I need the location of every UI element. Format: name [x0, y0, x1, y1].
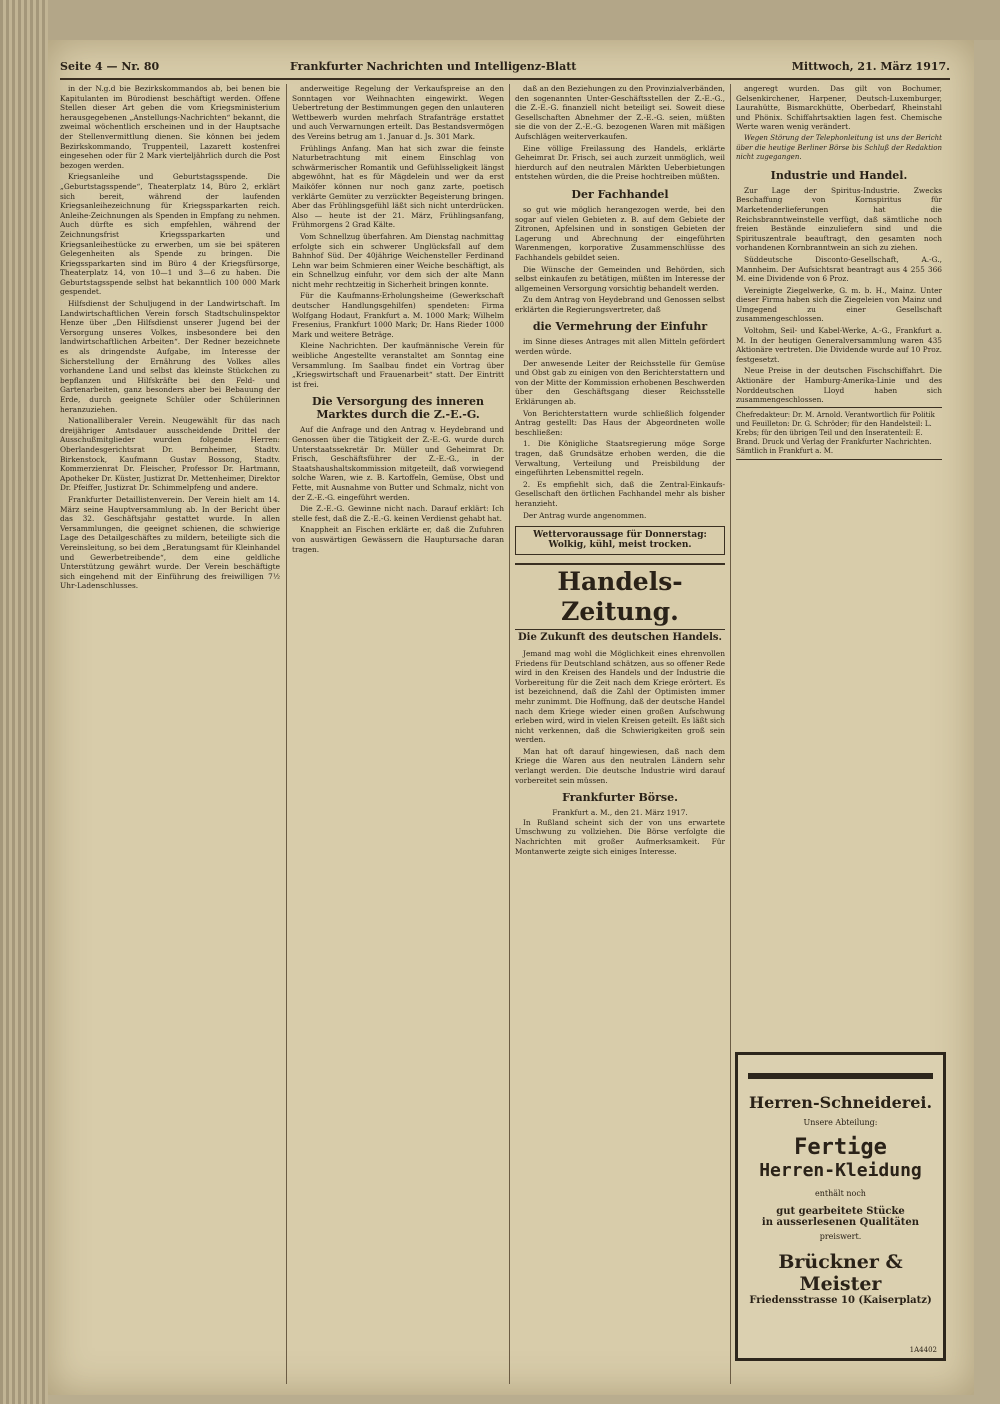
article-paragraph: so gut wie möglich herangezogen werde, bei den sogar auf vielen Gebieten z. B. auf dem Gebiete der Zitronen, Apfelsinen und in sonstigen Gebieten der Lagerung und Abrechnung der eingeführten Warenmengen, korporative Zusammenschlüsse des Fachhandels gebildet seien. [515, 204, 725, 262]
article-paragraph: Süddeutsche Disconto-Gesellschaft, A.-G., Mannheim. Der Aufsichtsrat beantragt aus 4 255 366 M. eine Dividende von 6 Proz. [736, 254, 942, 284]
column-rule [509, 84, 510, 1384]
column-rule [730, 84, 731, 1384]
article-paragraph: Knappheit an Fischen erklärte er, daß die Zufuhren von auswärtigen Gewässern die Hauptursache daran tragen. [292, 525, 504, 554]
article-paragraph: Für die Kaufmanns-Erholungsheime (Gewerkschaft deutscher Handlungsgehilfen) spendeten: Firma Wolfgang Hodaut, Frankfurt a. M. 1000 Mark; Wilhelm Fresenius, Frankfurt 1000 Mark; Dr. Hans Rieder 1000 Mark und weitere Beträge. [292, 291, 504, 339]
ad-address: Friedensstrasse 10 (Kaiserplatz) [749, 1295, 932, 1306]
article-paragraph: Frühlings Anfang. Man hat sich zwar die feinste Naturbetrachtung mit einem Einschlag von schwärmerischer Romantik und Gefühlsseligkeit längst abgewöhnt, hat es für Mägdelein und wer da erst Maiköfer können nur noch ganz zarte, poetisch verklärte Gemüter zu verzückter Begeisterung bringen. Aber das Frühlingsgefühl läßt sich nicht unterdrücken. Also — heute ist der 21. März, Frühlingsanfang, Frühmorgens 2 Grad Kälte. [292, 143, 504, 230]
article-paragraph: 2. Es empfiehlt sich, daß die Zentral-Einkaufs-Gesellschaft den örtlichen Fachhandel mehr als bisher heranzieht. [515, 479, 725, 508]
article-heading: Die Versorgung des inneren Marktes durch die Z.-E.-G. [311, 395, 485, 422]
editorial-note: Wegen Störung der Telephonleitung ist uns der Bericht über die heutige Berliner Börse bis Schluß der Redaktion nicht zugegangen. [736, 133, 942, 162]
advertisement-brueckner-meister [735, 1052, 946, 1361]
article-paragraph: Der anwesende Leiter der Reichsstelle für Gemüse und Obst gab zu einigen von den Berichterstattern und von der Mitte der Kommission erhobenen Beschwerden über den Geschäftsgang dieser Reichsstelle Erklärungen ab. [515, 358, 725, 407]
article-paragraph: Kleine Nachrichten. Der kaufmännische Verein für weibliche Angestellte veranstaltet am Sonntag eine Versammlung. Im Saalbau findet ein Vortrag über „Kriegswirtschaft und Frauenarbeit“ statt. Der Eintritt ist frei. [292, 341, 504, 389]
column-4 [736, 84, 942, 1044]
ad-line: gut gearbeitete Stücke [776, 1206, 905, 1217]
header-date: Mittwoch, 21. März 1917. [791, 60, 950, 73]
page-top-margin [0, 0, 1000, 40]
article-paragraph: Zur Lage der Spiritus-Industrie. Zwecks Beschaffung von Kornspiritus für Marketenderlieferungen hat die Reichsbranntweinstelle verfügt, daß sämtliche noch freien Bestände einzuliefern sind und die Spirituszentrale beauftragt, den gesamten noch vorhandenen Kornbranntwein an sich zu ziehen. [736, 185, 942, 253]
article-paragraph: Die Z.-E.-G. Gewinne nicht nach. Darauf erklärt: Ich stelle fest, daß die Z.-E.-G. keinen Verdienst gehabt hat. [292, 504, 504, 523]
weather-title: Wettervoraussage für Donnerstag: [533, 530, 707, 541]
article-paragraph: Auf die Anfrage und den Antrag v. Heydebrand und Genossen über die Tätigkeit der Z.-E.-G. wurde durch Unterstaatssekretär Dr. Müller und Geheimrat Dr. Frisch, Geschäftsführer der Z.-E.-G., in der Staatshaushaltskommission mitgeteilt, daß vorwiegend solche Waren, wie z. B. Kartoffeln, Gemüse, Obst und Fette, mit Ausnahme von Butter und Schmalz, nicht von der Z.-E.-G. eingeführt werden. [292, 425, 504, 502]
ad-decorative-border [748, 1061, 933, 1079]
article-paragraph: Kriegsanleihe und Geburtstagsspende. Die „Geburtstagsspende“, Theaterplatz 14, Büro 2, erklärt sich bereit, während der laufenden Kriegsanleihezeichnung für Kriegssparkarten reich. Anleihe-Zeichnungen als Spenden in Empfang zu nehmen. Auch dürfte es sich empfehlen, während der Zeichnungsfrist Kriegssparkarten und Kriegsanleihestücke zu erwerben, um sie bei späteren Gelegenheiten als Spende zu bringen. Die Kriegssparkarten sind im Büro 4 der Kriegsfürsorge, Theaterplatz 14, von 10—1 und 3—6 zu haben. Die Geburtstagsspende selbst hat bekanntlich 100 000 Mark gespendet. [60, 172, 280, 297]
column-1 [60, 84, 280, 1374]
ad-line: Fertige [794, 1135, 887, 1160]
handels-zeitung-subtitle: Die Zukunft des deutschen Handels. [517, 632, 723, 644]
article-paragraph: anderweitige Regelung der Verkaufspreise an den Sonntagen vor Weihnachten eingewirkt. Wegen Uebertretung der Bestimmungen gegen den unlauteren Wettbewerb wurden mehrfach Strafanträge erstattet und auch Verwarnungen erteilt. Das Bestandsvermögen des Vereins betrug am 1. Januar d. Js. 301 Mark. [292, 84, 504, 141]
article-paragraph: Nationalliberaler Verein. Neugewählt für das nach dreijähriger Amtsdauer ausscheidende Drittel der Ausschußmitglieder wurden folgende Herren: Oberlandesgerichtsrat Dr. Bernheimer, Stadtv. Birkenstock, Kaufmann Gustav Bossong, Stadtv. Kommerzienrat Dr. Fleischer, Professor Dr. Hartmann, Apotheker Dr. Küster, Justizrat Dr. Mettenheimer, Direktor Dr. Pfeiffer, Justizrat Dr. Schimmelpfeng und andere. [60, 416, 280, 493]
article-paragraph: Die Wünsche der Gemeinden und Behörden, sich selbst einkaufen zu betätigen, müßten im Interesse der allgemeinen Versorgung vorsichtig behandelt werden. [515, 264, 725, 293]
article-paragraph: Man hat oft darauf hingewiesen, daß nach dem Kriege die Waren aus den neutralen Ländern sehr verlangt werden. Die deutsche Industrie wird darauf vorbereitet sein müssen. [515, 746, 725, 785]
weather-text: Wolkig, kühl, meist trocken. [548, 539, 692, 550]
page-header [60, 58, 950, 80]
ad-line: Herren-Schneiderei. [748, 1093, 933, 1112]
column-3 [515, 84, 725, 1374]
ad-line: in ausserlesenen Qualitäten [761, 1217, 920, 1228]
header-masthead: Frankfurter Nachrichten und Intelligenz-Blatt [290, 60, 577, 73]
section-heading: die Vermehrung der Einfuhr [532, 320, 708, 334]
article-paragraph: Der Antrag wurde angenommen. [523, 510, 647, 520]
book-spine-edge [0, 0, 48, 1404]
article-paragraph: Vereinigte Ziegelwerke, G. m. b. H., Mainz. Unter dieser Firma haben sich die Ziegeleien von Mainz und Umgegend zu einer Gesellschaft zusammengeschlossen. [736, 285, 942, 324]
article-paragraph: daß an den Beziehungen zu den Provinzialverbänden, den sogenannten Unter-Geschäftsstellen der Z.-E.-G., die Z.-E.-G. finanziell nicht beteiligt sei. Soweit diese Gesellschaften Abnehmer der Z.-E.-G. seien, müßten sie die von der Z.-E.-G. bezogenen Waren mit mäßigen Aufschlägen weiterverkaufen. [515, 84, 725, 141]
article-paragraph: im Sinne dieses Antrages mit allen Mitteln gefördert werden würde. [515, 337, 725, 357]
article-paragraph: Eine völlige Freilassung des Handels, erklärte Geheimrat Dr. Frisch, sei auch zurzeit unmöglich, weil hierdurch auf den neutralen Märkten Ueberbietungen entstehen würden, die die Preise hochtreiben müßten. [515, 143, 725, 182]
boerse-heading: Frankfurter Börse. [562, 791, 678, 805]
handels-zeitung-title: Handels-Zeitung. [515, 563, 725, 630]
ad-code: 1A4402 [909, 1346, 937, 1354]
article-paragraph: Jemand mag wohl die Möglichkeit eines ehrenvollen Friedens für Deutschland schätzen, aus so offener Rede wird in den Kreisen des Handels und der Industrie die Vorbereitung für die Zeit nach dem Kriege erörtert. Es ist bezeichnend, daß die Zahl der Optimisten immer mehr zunimmt. Die Hoffnung, daß der deutsche Handel nach dem Kriege wieder einen großen Aufschwung erleben wird, wird in vielen Kreisen geteilt. Es läßt sich nicht verkennen, daß die Schwierigkeiten groß sein werden. [515, 648, 725, 745]
ad-line: preiswert. [819, 1232, 862, 1241]
article-paragraph: in der N.g.d bie Bezirkskommandos ab, bei benen bie Kapitulanten im Bürodienst beschäftigt werden. Offene Stellen dieser Art geben die vom Kriegsministerium herausgegebenen „Anstellungs-Nachrichten“ bekannt, die zweimal wöchentlich erscheinen und in der Hauptsache der Stellenvermittlung dienen. Sie können bei jedem Bezirkskommando, Truppenteil, Lazarett kostenfrei eingesehen oder für 2 Mark vierteljährlich durch die Post bezogen werden. [60, 84, 280, 170]
section-heading: Der Fachhandel [571, 187, 669, 201]
ad-line: Unsere Abteilung: [803, 1118, 878, 1127]
article-paragraph: Hilfsdienst der Schuljugend in der Landwirtschaft. Im Landwirtschaftlichen Verein forsch Stadtschulinspektor Henze über „Den Hilfsdienst unserer Jugend bei der Versorgung unseres Volkes, insbesondere bei den landwirtschaftlichen Arbeiten“. Der Redner bezeichnete es als dringendste Aufgabe, im Interesse der Sicherstellung der Ernährung des Volkes alles vorhandene Land und selbst das kleinste Stückchen zu bepflanzen und Hilfskräfte bei den Feld- und Gartenarbeiten, ganz besonders aber bei Bebauung der Erde, durch geeignete Schüler oder Schülerinnen heranzuziehen. [60, 299, 280, 414]
ad-line: enthält noch [815, 1189, 866, 1198]
ad-line: Herren-Kleidung [759, 1160, 922, 1181]
ad-company-name: Brückner & Meister [778, 1251, 903, 1295]
article-paragraph: angeregt wurden. Das gilt von Bochumer, Gelsenkirchener, Harpener, Deutsch-Luxemburger, Laurahütte, Bismarckhütte, Oberbedarf, Rheinstahl und Phönix. Schiffahrtsaktien lagen fest. Chemische Werte waren wenig verändert. [736, 84, 942, 132]
article-paragraph: Vom Schnellzug überfahren. Am Dienstag nachmittag erfolgte sich ein schwerer Unglücksfall auf dem Bahnhof Süd. Der 40jährige Weichensteller Ferdinand Lehn war beim Schmieren einer Weiche beschäftigt, als ein Schnellzug einfuhr, vor dem sich der alte Mann nicht mehr rechtzeitig in Sicherheit bringen konnte. [292, 231, 504, 289]
header-page-number: Seite 4 — Nr. 80 [60, 60, 160, 73]
article-paragraph: In Rußland scheint sich der von uns erwartete Umschwung zu vollziehen. Die Börse verfolgte die Nachrichten mit großer Aufmerksamkeit. Für Montanwerte zeigte sich einiges Interesse. [515, 817, 725, 856]
article-paragraph: Von Berichterstattern wurde schließlich folgender Antrag gestellt: Das Haus der Abgeordneten wolle beschließen: [515, 408, 725, 437]
boerse-dateline: Frankfurt a. M., den 21. März 1917. [552, 808, 688, 818]
article-paragraph: 1. Die Königliche Staatsregierung möge Sorge tragen, daß Grundsätze erhoben werden, die die Verwaltung, Verteilung und Preisbildung der eingeführten Lebensmittel regeln. [515, 439, 725, 478]
article-paragraph: Frankfurter Detaillistenverein. Der Verein hielt am 14. März seine Hauptversammlung ab. In der Bericht über das 32. Geschäftsjahr gestattet wurde. In allen Versammlungen, die geeignet schienen, die schwierige Lage des Detailgeschäftes zu mildern, beteiligte sich die Vereinsleitung, so bei dem „Beratungsamt für Kleinhandel und Gewerbetreibende“, dem eine geldliche Unterstützung gewährt wurde. Der Verein beschäftigte sich eingehend mit der Einführung des freiwilligen 7½ Uhr-Ladenschlusses. [60, 494, 280, 591]
column-rule [286, 84, 287, 1384]
weather-forecast-box [515, 526, 725, 555]
article-paragraph: Zu dem Antrag von Heydebrand und Genossen selbst erklärten die Regierungsvertreter, daß [515, 295, 725, 314]
imprint: Chefredakteur: Dr. M. Arnold. Verantwortlich für Politik und Feuilleton: Dr. G. Schröder; für den Handelsteil: L. Krebs; für den übrigen Teil und den Inseratenteil: E. Brand. Druck und Verlag der Frankfurter Nachrichten. Sämtlich in Frankfurt a. M. [736, 407, 942, 460]
article-paragraph: Neue Preise in der deutschen Fischschiffahrt. Die Aktionäre der Hamburg-Amerika-Linie und des Norddeutschen Lloyd haben sich zusammengeschlossen. [736, 366, 942, 405]
section-heading: Industrie und Handel. [770, 168, 908, 182]
column-2 [292, 84, 504, 1374]
article-paragraph: Voltohm, Seil- und Kabel-Werke, A.-G., Frankfurt a. M. In der heutigen Generalversammlung waren 435 Aktionäre vertreten. Die Dividende wurde auf 10 Proz. festgesetzt. [736, 326, 942, 364]
